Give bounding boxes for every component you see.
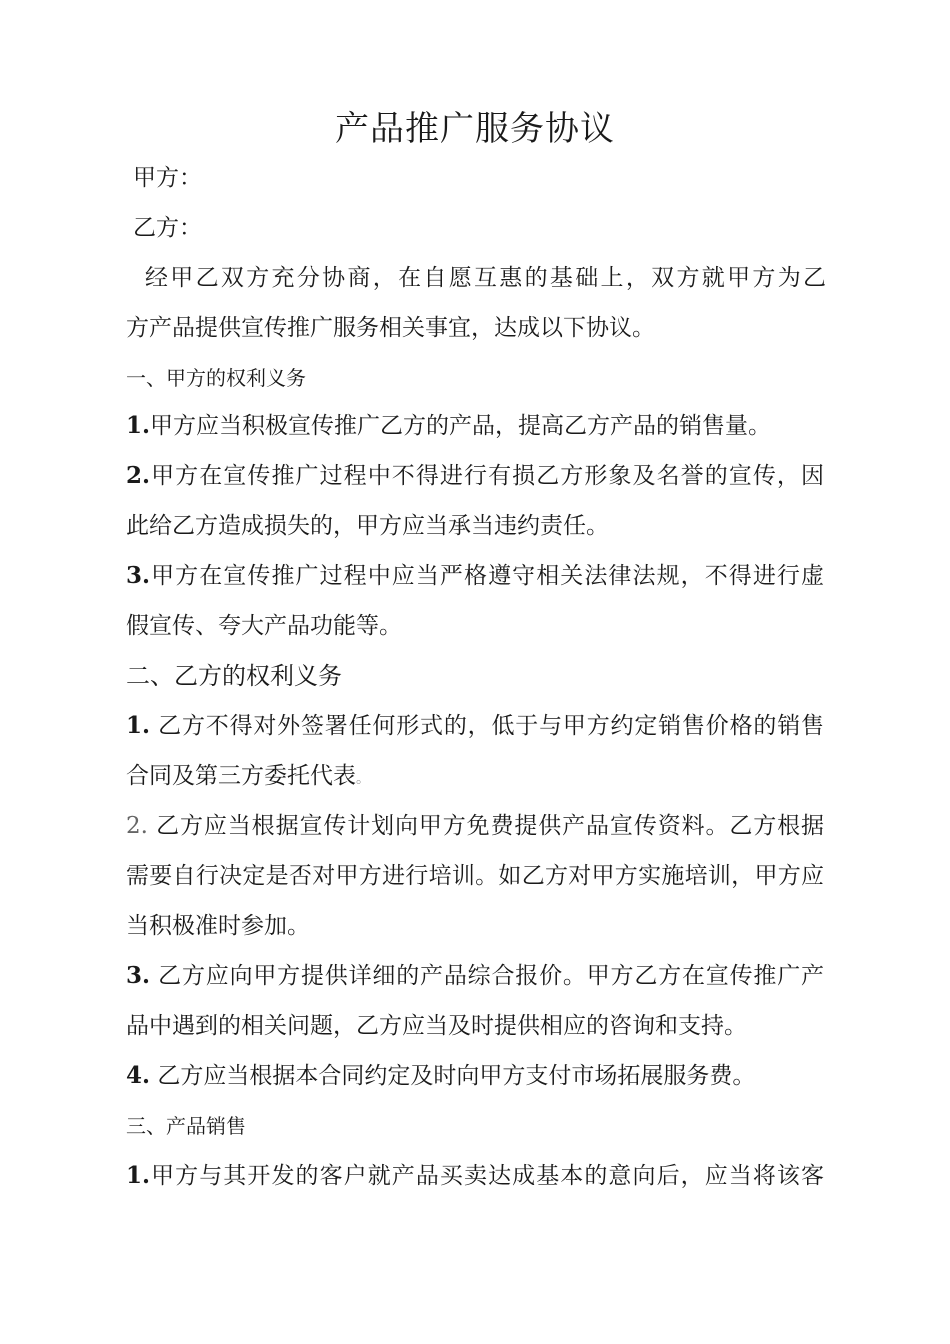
item-text: 甲方与其开发的客户就产品买卖达成基本的意向后，应当将该客: [150, 1163, 824, 1189]
item-number: 3.: [126, 962, 151, 989]
intro-line-1: 经甲乙双方充分协商，在自愿互惠的基础上，双方就甲方为乙: [145, 265, 826, 291]
item-number: 4.: [126, 1062, 151, 1089]
item-number: 1.: [126, 1162, 151, 1189]
item-text: 甲方在宣传推广过程中应当严格遵守相关法律法规，不得进行虚: [150, 563, 824, 589]
intro-line-2: 方产品提供宣传推广服务相关事宜，达成以下协议。: [126, 315, 655, 341]
section-2-item-1-line-2: [126, 760, 370, 795]
item-text: 乙方应当根据本合同约定及时向甲方支付市场拓展服务费。: [150, 1063, 756, 1089]
section-2-item-2-line-1: [126, 810, 824, 842]
section-1-item-3-line-2: 假宣传、夸大产品功能等。: [126, 613, 402, 639]
document-title: 产品推广服务协议: [335, 109, 615, 149]
section-1-heading: 一、甲方的权利义务: [126, 366, 306, 390]
item-text: 甲方应当积极宣传推广乙方的产品，提高乙方产品的销售量。: [150, 413, 772, 439]
item-number: 1.: [126, 712, 151, 739]
item-number: 1.: [126, 412, 151, 439]
section-3-heading: 三、产品销售: [126, 1114, 246, 1138]
section-1-item-2-line-1: [126, 460, 824, 492]
item-text: 乙方应当根据宣传计划向甲方免费提供产品宣传资料。乙方根据: [147, 813, 824, 839]
item-number: 3.: [126, 562, 151, 589]
section-2-item-3-line-2: 品中遇到的相关问题，乙方应当及时提供相应的咨询和支持。: [126, 1013, 747, 1039]
section-2-heading: 二、乙方的权利义务: [126, 662, 342, 690]
item-text: 乙方应向甲方提供详细的产品综合报价。甲方乙方在宣传推广产: [150, 963, 824, 989]
item-text: 合同及第三方委托代表: [126, 763, 356, 789]
section-1-item-2-line-2: 此给乙方造成损失的，甲方应当承当违约责任。: [126, 513, 609, 539]
item-number: 2.: [126, 813, 148, 839]
section-1-item-1: [126, 410, 771, 442]
item-text: 甲方在宣传推广过程中不得进行有损乙方形象及名誉的宣传，因: [150, 463, 824, 489]
section-2-item-2-line-3: 当积极准时参加。: [126, 913, 310, 939]
section-2-item-3-line-1: [126, 960, 824, 992]
section-3-item-1-line-1: [126, 1160, 824, 1192]
item-text: 乙方不得对外签署任何形式的，低于与甲方约定销售价格的销售: [150, 713, 824, 739]
section-1-item-3-line-1: [126, 560, 824, 592]
section-2-item-2-line-2: 需要自行决定是否对甲方进行培训。如乙方对甲方实施培训，甲方应: [126, 863, 824, 889]
item-number: 2.: [126, 462, 151, 489]
party-a-label: 甲方：: [133, 165, 202, 191]
section-2-item-4: [126, 1060, 755, 1092]
section-2-item-1-line-1: [126, 710, 824, 742]
party-b-label: 乙方：: [133, 215, 202, 241]
item-tail-period: 。: [356, 771, 370, 787]
